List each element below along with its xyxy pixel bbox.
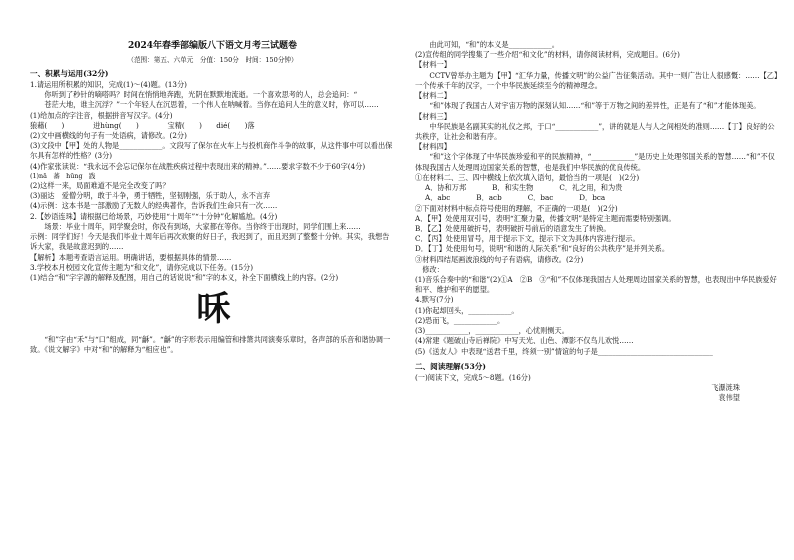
q4-stem: 4.默写(7分)	[415, 295, 454, 305]
q3-2: (2)宣传组的同学搜集了一些介绍“和文化”的材料，请你阅读材料，完成题目。(6分)	[415, 50, 680, 60]
q3-2a-options-2	[415, 193, 780, 203]
q2-answer: 示例：同学们好！今天是我们毕业十周年后再次欢聚的好日子，我迟到了，而且迟到了整整十分钟。其实，我想告诉大家，我是故意迟到的……	[30, 232, 390, 252]
spacer	[415, 357, 780, 360]
he-seal-figure	[30, 283, 395, 335]
reading-title: 飞瀑涟珠	[711, 382, 740, 392]
q1-1-items: 狼藉( ) 迸hùng( ) 宝精( ) dié( )落	[30, 120, 255, 130]
q1-passage-b: 苍茫大地，谁主沉浮？”一个年轻人在沉思着，一个伟人在呐喊着。当你在追问人生的意义时，你可以……	[30, 100, 379, 110]
q1-stem: 1.请运用所积累的知识，完成(1)～(4)题。(13分)	[30, 79, 187, 89]
option: A．abc	[425, 193, 451, 203]
reading-stem: (一)阅读下文，完成5～8题。(16分)	[415, 372, 531, 382]
q1-answer-b: (2)这样一来，局面难道不是完全改变了吗？	[30, 180, 170, 190]
q4-2: (2)恐而飞，____________。	[415, 315, 505, 325]
option: B．acb	[476, 193, 502, 203]
q4-1: (1)你起却回头，____________。	[415, 305, 519, 315]
q3-1: (1)结合“和”字字源的解释及配图，用自己的话说说“和”字的本义，补全下面横线上的内容。(2分)	[30, 272, 339, 282]
q1-4: (4)作家张读说：“我永远不会忘记保尔在战胜疾病过程中表现出来的精神。”……要求字数不少于60字(4分)	[30, 161, 366, 171]
q3-2b-D: D．【丁】处使用句号，说明“和谐的人际关系”和“良好的公共秩序”是并列关系。	[415, 244, 670, 254]
q1-2: (2)文中画横线的句子有一处语病，请修改。(2分)	[30, 131, 187, 140]
material-2-body: “和”体现了我国古人对宇宙万物的深刻认知……“和”等于万物之间的差异性，正是有了“和”才能体现美。	[415, 101, 761, 111]
q3-2b: ②下面对材料中标点符号使用的理解，不正确的一项是( )(2分)	[415, 203, 618, 213]
q1-answer-a: (1)nā 蕃 hūng 践	[30, 171, 96, 180]
material-1-title: 【材料一】	[415, 60, 451, 70]
q1-3: (3)文段中【甲】处的人物是____________。文段写了保尔在火车上与投机商作斗争的故事，从这件事中可以看出保尔具有怎样的性格？(3分)	[30, 141, 393, 161]
q4-3: (3)____________，____________，心忧则恻天。	[415, 326, 569, 336]
q1-passage-a: 你听到了秒针的嘀嗒吗？时间在悄悄地奔跑，光阴在默默地流逝。一个喜欢思考的人，总会追问：“	[30, 90, 358, 100]
material-3-body: 中华民族是名副其实的礼仪之邦，于口“____________”，讲的就是人与人之间相处的准则……【丁】良好的公共秩序，让社会和谐有序。	[415, 121, 775, 141]
right-column	[415, 40, 780, 552]
material-1-body: CCTV曾举办主题为【甲】“汇华力量，传播文明”的公益广告征集活动。其中一则广告让人很感慨：……【乙】一个传承千年的汉字，一个中华民族延续至今的精神理念。	[415, 70, 778, 90]
r-line1: 由此可知，“和”的本义是____________。	[415, 40, 559, 49]
q3-2b-C: C．【丙】处使用冒号，用于提示下文，提示下文为具体内容进行提示。	[415, 234, 640, 244]
option: C．礼之用，和为贵	[559, 183, 623, 193]
q4-4: (4)常建《题破山寺后禅院》中写天光、山色、潭影不仅鸟儿欢悦……	[415, 336, 634, 346]
section-1-heading: 一、积累与运用(32分)	[30, 69, 109, 79]
material-4-title: 【材料四】	[415, 142, 451, 152]
exam-meta: （范围：第五、六单元 分值：150分 时间：150分钟）	[127, 55, 298, 64]
q3-2c: ③材料四结尾画波浪线的句子有语病，请修改。(2分)	[415, 254, 584, 264]
option: B．和实生物	[492, 183, 534, 193]
two-columns	[30, 40, 780, 552]
q3-2b-A: A．【甲】处使用双引号，表明“汇聚力量，传播文明”是特定主题而需要特别强调。	[415, 213, 676, 223]
q3-caption: “和”字由“禾”与“口”组成，同“龢”。“龢”的字形表示用编管和排箫共同演奏乐章时，各声部的乐音和谐协调一致。《说文解字》中对“和”的解释为“相应也”。	[30, 335, 391, 355]
option: D．bca	[579, 193, 606, 203]
section-2-heading: 二、阅读理解(53分)	[415, 361, 486, 371]
q4-5: (5)《送友人》中表现“送君千里，终须一别”情谊的句子是________________________________	[415, 346, 713, 356]
option: C．bac	[527, 193, 554, 203]
material-4-body: “和”这个字体现了中华民族珍爱和平的民族精神，“____________”是历史上处理邻国关系的智慧……“和”不仅体现我国古人处理周边国家关系的智慧，也是我们中华民族的优良传统。	[415, 152, 775, 172]
q3-2a: ①在材料二、三、四中横线上依次填入语句，最恰当的一项是( )(2分)	[415, 172, 640, 182]
q2-body: 场景：毕业十周年，同学聚会时，你没有到场，大家都在等你。当你终于出现时，同学们围上来……	[30, 221, 361, 231]
q2-stem: 2.【妙语连珠】请根据已给场景，巧妙使用“十周年”“十分钟”化解尴尬。(4分)	[30, 211, 278, 221]
q3-2c-fix: 修改：	[415, 264, 444, 274]
q2-note: 【解析】本题考查语言运用。明确讲话，要根据具体的情景……	[30, 252, 232, 262]
q3-2a-options-1	[415, 183, 780, 193]
material-3-title: 【材料三】	[415, 111, 451, 121]
q3-2b-B: B．【乙】处使用破折号，表明破折号前后的语意发生了转换。	[415, 223, 611, 233]
q1-answer-c: (3)丽达 爱僧分明，敢于斗争，勇于牺牲，坚韧刚强，乐于助人，永不言弃	[30, 191, 271, 201]
material-2-title: 【材料二】	[415, 91, 451, 101]
page-title: 2024年春季部编版八下语文月考三试题卷	[127, 41, 298, 51]
q3-stem: 3.学校本月校园文化宣传主题为“和文化”，请你完成以下任务。(15分)	[30, 262, 254, 272]
q1-1: (1)给加点的字注音，根据拼音写汉字。(4分)	[30, 110, 173, 120]
q3-answer: (1)音乐合奏中的“和谐”(2)①A ②B ③“和”不仅体现我国古人处理周边国家关系的智慧，也表现出中华民族爱好和平、维护和平的愿望。	[415, 275, 777, 295]
left-column	[30, 40, 395, 552]
reading-author: 袁伟望	[718, 393, 740, 402]
option: A．协和万邦	[425, 183, 467, 193]
seal-character: 咊	[196, 289, 229, 330]
q1-answer-d: (4)示例：这本书是一部激励了无数人的经典著作，告诉我们生命只有一次……	[30, 201, 278, 211]
